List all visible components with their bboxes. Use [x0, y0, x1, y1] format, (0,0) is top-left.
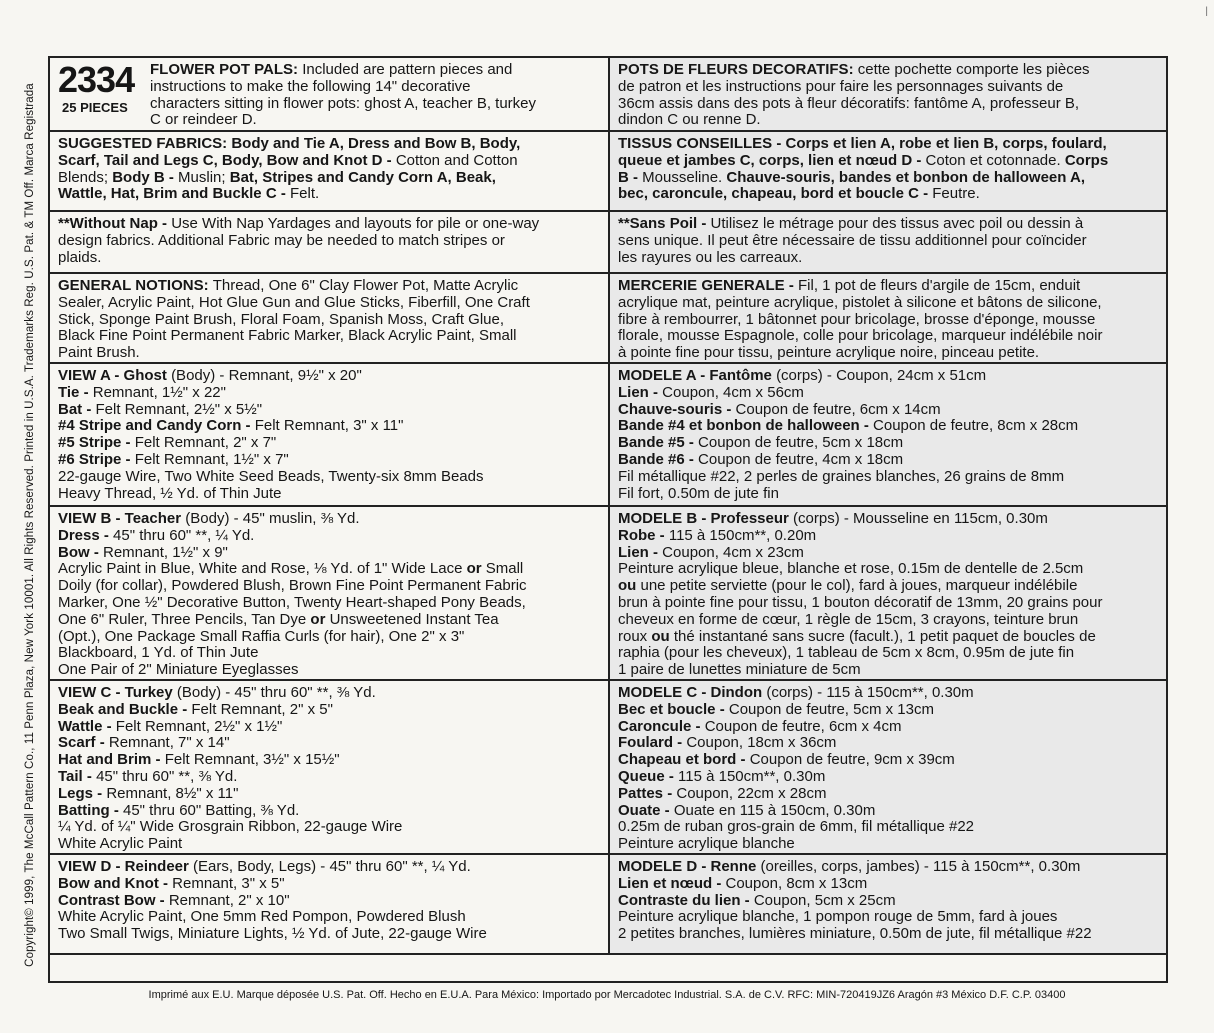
bold-segment: ou — [651, 627, 670, 645]
text-segment: 45" thru 60" **, ¼ Yd. — [113, 526, 255, 544]
text-segment: Coupon, 8cm x 13cm — [725, 874, 868, 892]
text-segment: Fil, 1 pot de fleurs d'argile de 15cm, enduit — [798, 277, 1081, 294]
bold-segment: MODELE B - Professeur — [618, 510, 794, 527]
pattern-number: 2334 — [58, 59, 135, 100]
text-segment: One 6" Ruler, Three Pencils, Tan Dye — [58, 610, 311, 628]
text-segment: Felt Remnant, 3½" x 15½" — [164, 751, 340, 769]
text-segment: C or reindeer D. — [150, 111, 257, 129]
text-line — [58, 876, 600, 893]
text-segment: (Body) - 45" thru 60" **, ⅜ Yd. — [176, 684, 376, 701]
text-segment: dindon C ou renne D. — [618, 111, 761, 129]
text-line — [58, 345, 600, 362]
text-line — [618, 926, 1158, 943]
bold-segment: or — [310, 610, 326, 628]
text-segment: Peinture acrylique bleue, blanche et rose, 0.15m de dentelle de 2.5cm — [618, 560, 1084, 578]
view-d-section-en — [50, 855, 608, 953]
text-line — [618, 368, 1158, 385]
bold-segment: Body B - — [112, 168, 179, 186]
text-line — [58, 435, 600, 452]
text-segment: characters sitting in flower pots: ghost A, teacher B, turkey — [150, 94, 537, 112]
text-segment: design fabrics. Additional Fabric may be needed to match stripes or — [58, 231, 505, 249]
text-line — [58, 702, 600, 719]
text-segment: White Acrylic Paint, One 5mm Red Pompon, Powdered Blush — [58, 908, 466, 926]
text-line — [150, 112, 600, 129]
bold-segment: Ouate - — [618, 801, 674, 819]
view-b-section-en — [50, 507, 608, 681]
text-line — [618, 685, 1158, 702]
bold-segment: Contraste du lien - — [618, 891, 754, 909]
text-segment: Fil fort, 0.50m de jute fin — [618, 484, 779, 502]
text-segment: Use With Nap Yardages and layouts for pile or one-way — [171, 215, 540, 232]
bold-segment: Scarf, Tail and Legs C, Body, Bow and Knot D - — [58, 151, 396, 169]
copyright-text: Copyright© 1999, The McCall Pattern Co., 11 Penn Plaza, New York 10001. All Rights Reserved. Printed in U.S.A. Trademarks Reg. U.S. Pat. & TM Off. Marca Registrada — [24, 83, 36, 967]
bold-segment: Pattes - — [618, 784, 677, 802]
text-segment: Unsweetened Instant Tea — [325, 610, 499, 628]
fabrics-section-fr — [610, 132, 1166, 212]
notions-section-fr — [610, 274, 1166, 364]
text-segment: 115 à 150cm**, 0.30m — [678, 767, 826, 785]
bold-segment: Contrast Bow - — [58, 891, 169, 909]
text-line — [618, 769, 1158, 786]
bold-segment: B - — [618, 168, 643, 186]
bold-segment: Bow and Knot - — [58, 874, 173, 892]
text-segment: 45" thru 60" **, ⅜ Yd. — [96, 767, 238, 785]
text-line — [58, 819, 600, 836]
text-line — [618, 486, 1158, 503]
bold-segment: #6 Stripe - — [58, 450, 135, 468]
text-segment: Coupon de feutre, 5cm x 18cm — [698, 434, 904, 452]
bold-segment: Tie - — [58, 383, 93, 401]
view-a-section-en — [50, 364, 608, 507]
bold-segment: queue et jambes C, corps, lien et nœud D - — [618, 151, 926, 169]
text-line — [618, 859, 1158, 876]
bold-segment: GENERAL NOTIONS: — [58, 277, 213, 294]
text-line — [58, 645, 600, 662]
text-line — [58, 511, 600, 528]
text-segment: Coupon, 4cm x 56cm — [662, 383, 804, 401]
bold-segment: Chauve-souris, bandes et bonbon de halloween A, — [726, 168, 1086, 186]
bold-segment: VIEW C - Turkey — [58, 684, 177, 701]
text-segment: Remnant, 1½" x 9" — [103, 543, 228, 561]
text-line — [58, 528, 600, 545]
text-line — [618, 186, 1158, 203]
text-segment: Coupon de feutre, 9cm x 39cm — [749, 751, 955, 769]
text-line — [58, 769, 600, 786]
text-line — [618, 250, 1158, 267]
text-line — [618, 295, 1158, 312]
view-c-section-fr — [610, 681, 1166, 855]
bold-segment: Chapeau et bord - — [618, 751, 750, 769]
text-line — [618, 216, 1158, 233]
text-line — [58, 859, 600, 876]
text-segment: acrylique mat, peinture acrylique, pistolet à silicone et bâtons de silicone, — [618, 293, 1102, 311]
text-segment: raphia (pour les cheveux), 1 tableau de 5cm x 8cm, 0.95m de jute fin — [618, 644, 1075, 662]
copyright-sidebar — [14, 60, 46, 990]
text-segment: Stick, Sponge Paint Brush, Floral Foam, Spanish Moss, Craft Glue, — [58, 310, 505, 328]
text-segment: Felt. — [289, 185, 320, 203]
text-segment: Coupon, 4cm x 23cm — [662, 543, 804, 561]
bold-segment: VIEW A - Ghost — [58, 367, 172, 384]
text-segment: Sealer, Acrylic Paint, Hot Glue Gun and Glue Sticks, Fiberfill, One Craft — [58, 293, 530, 311]
bold-segment: Bande #5 - — [618, 434, 699, 452]
text-line — [618, 645, 1158, 662]
text-line — [618, 278, 1158, 295]
bold-segment: Chauve-souris - — [618, 400, 736, 418]
text-line — [618, 312, 1158, 329]
text-segment: Coupon, 22cm x 28cm — [676, 784, 827, 802]
text-segment: Felt Remnant, 2" x 5" — [191, 700, 333, 718]
text-segment: Coupon de feutre, 5cm x 13cm — [728, 700, 934, 718]
bold-segment: Foulard - — [618, 734, 687, 752]
text-line — [58, 561, 600, 578]
text-segment: instructions to make the following 14" decorative — [150, 77, 471, 95]
text-line — [618, 452, 1158, 469]
text-line — [58, 469, 600, 486]
text-line — [618, 578, 1158, 595]
text-line — [58, 233, 600, 250]
text-line — [58, 752, 600, 769]
text-segment: Fil métallique #22, 2 perles de graines blanches, 26 grains de 8mm — [618, 467, 1065, 485]
text-line — [58, 836, 600, 853]
pattern-info-sheet — [48, 56, 1168, 983]
bold-segment: Lien - — [618, 543, 663, 561]
text-line — [618, 836, 1158, 853]
text-line — [58, 328, 600, 345]
view-a-section-fr — [610, 364, 1166, 507]
text-segment: Remnant, 8½" x 11" — [106, 784, 239, 802]
text-line — [618, 752, 1158, 769]
text-line — [58, 312, 600, 329]
text-segment: Muslin; — [178, 168, 230, 186]
text-segment: (Opt.), One Package Small Raffia Curls (for hair), One 2" x 3" — [58, 627, 465, 645]
text-segment: cheveux en forme de cœur, 1 règle de 15cm, 3 crayons, teinture brun — [618, 610, 1079, 628]
bold-segment: TISSUS CONSEILLES - Corps et lien A, robe et lien B, corps, foulard, — [618, 135, 1107, 152]
text-line — [618, 719, 1158, 736]
text-line — [58, 662, 600, 679]
bold-segment: Legs - — [58, 784, 107, 802]
text-line — [618, 345, 1158, 362]
intro-text-en — [150, 62, 600, 129]
text-line — [618, 62, 1158, 79]
bold-segment: MODELE D - Renne — [618, 858, 761, 875]
text-segment: Felt Remnant, 2½" x 5½" — [95, 400, 263, 418]
text-segment: Feutre. — [932, 185, 980, 203]
corner-mark: | — [1205, 6, 1208, 17]
text-segment: Coton et cotonnade. — [925, 151, 1065, 169]
text-line — [58, 612, 600, 629]
bold-segment: VIEW D - Reindeer — [58, 858, 194, 875]
text-line — [618, 511, 1158, 528]
text-segment: roux — [618, 627, 652, 645]
text-line — [618, 803, 1158, 820]
text-segment: à pointe fine pour tissu, peinture acrylique noire, pinceau petite. — [618, 344, 1040, 362]
bold-segment: Scarf - — [58, 734, 109, 752]
bold-segment: Caroncule - — [618, 717, 705, 735]
text-line — [618, 612, 1158, 629]
text-segment: Thread, One 6" Clay Flower Pot, Matte Acrylic — [212, 277, 519, 294]
text-line — [58, 719, 600, 736]
text-line — [58, 250, 600, 267]
text-line — [618, 876, 1158, 893]
text-segment: florale, mousse Espagnole, colle pour bricolage, marqueur indélébile noir — [618, 327, 1103, 345]
text-line — [58, 153, 600, 170]
text-line — [58, 216, 600, 233]
text-line — [58, 186, 600, 203]
text-line — [58, 278, 600, 295]
text-line — [58, 926, 600, 943]
text-line — [618, 385, 1158, 402]
text-segment: (oreilles, corps, jambes) - 115 à 150cm**, 0.30m — [760, 858, 1081, 875]
text-segment: de patron et les instructions pour faire les personnages suivants de — [618, 77, 1064, 95]
bold-segment: Bat - — [58, 400, 96, 418]
text-line — [618, 786, 1158, 803]
text-segment: ¼ Yd. of ¼" Wide Grosgrain Ribbon, 22-gauge Wire — [58, 818, 403, 836]
text-line — [618, 702, 1158, 719]
nap-section-fr — [610, 212, 1166, 274]
view-b-section-fr — [610, 507, 1166, 681]
text-segment: brun à pointe fine pour tissu, 1 bouton décoratif de 13mm, 20 grains pour — [618, 593, 1103, 611]
intro-section-fr — [610, 58, 1166, 132]
text-segment: 22-gauge Wire, Two White Seed Beads, Twenty-six 8mm Beads — [58, 467, 484, 485]
text-line — [618, 528, 1158, 545]
text-segment: Black Fine Point Permanent Fabric Marker, Black Acrylic Paint, Small — [58, 327, 517, 345]
text-segment: Peinture acrylique blanche — [618, 835, 795, 853]
text-line — [618, 170, 1158, 187]
text-segment: cette pochette comporte les pièces — [857, 61, 1090, 78]
text-line — [618, 545, 1158, 562]
view-d-section-fr — [610, 855, 1166, 953]
text-segment: Utilisez le métrage pour des tissus avec poil ou dessin à — [710, 215, 1084, 232]
text-line — [618, 136, 1158, 153]
text-segment: Coupon de feutre, 4cm x 18cm — [698, 450, 904, 468]
text-segment: Felt Remnant, 2" x 7" — [134, 434, 277, 452]
text-line — [618, 96, 1158, 113]
text-segment: (corps) - 115 à 150cm**, 0.30m — [766, 684, 974, 701]
text-line — [618, 435, 1158, 452]
bold-segment: Batting - — [58, 801, 123, 819]
blank-strip — [50, 953, 1166, 983]
text-segment: Heavy Thread, ½ Yd. of Thin Jute — [58, 484, 282, 502]
text-line — [618, 79, 1158, 96]
text-segment: Peinture acrylique blanche, 1 pompon rouge de 5mm, fard à joues — [618, 908, 1058, 926]
text-segment: 2 petites branches, lumières miniature, 0.50m de jute, fil métallique #22 — [618, 925, 1092, 943]
bold-segment: Bow - — [58, 543, 103, 561]
text-line — [58, 402, 600, 419]
text-line — [618, 328, 1158, 345]
text-segment: Coupon de feutre, 6cm x 4cm — [704, 717, 902, 735]
text-line — [618, 909, 1158, 926]
bold-segment: **Without Nap - — [58, 215, 172, 232]
text-segment: Acrylic Paint in Blue, White and Rose, ⅛ Yd. of 1" Wide Lace — [58, 560, 467, 578]
text-line — [150, 79, 600, 96]
notions-section-en — [50, 274, 608, 364]
text-segment: Remnant, 3" x 5" — [172, 874, 285, 892]
text-segment: fibre à rembourrer, 1 bâtonnet pour bricolage, brosse d'éponge, mousse — [618, 310, 1096, 328]
text-segment: Small — [481, 560, 524, 578]
bold-segment: SUGGESTED FABRICS: Body and Tie A, Dress and Bow B, Body, — [58, 135, 521, 152]
text-line — [618, 233, 1158, 250]
bold-segment: FLOWER POT PALS: — [150, 61, 303, 78]
text-segment: Blends; — [58, 168, 113, 186]
bold-segment: MERCERIE GENERALE - — [618, 277, 799, 294]
text-line — [618, 402, 1158, 419]
text-line — [58, 685, 600, 702]
text-segment: 1 paire de lunettes miniature de 5cm — [618, 661, 861, 679]
text-segment: Blackboard, 1 Yd. of Thin Jute — [58, 644, 259, 662]
text-line — [150, 96, 600, 113]
bold-segment: POTS DE FLEURS DECORATIFS: — [618, 61, 858, 78]
text-line — [58, 595, 600, 612]
text-segment: Cotton and Cotton — [395, 151, 518, 169]
bold-segment: **Sans Poil - — [618, 215, 711, 232]
text-segment: Ouate en 115 à 150cm, 0.30m — [673, 801, 876, 819]
text-segment: Felt Remnant, 3" x 11" — [254, 417, 404, 435]
text-segment: sens unique. Il peut être nécessaire de tissu additionnel pour coïncider — [618, 231, 1087, 249]
text-line — [618, 662, 1158, 679]
text-segment: Coupon, 18cm x 36cm — [686, 734, 837, 752]
text-segment: Remnant, 1½" x 22" — [92, 383, 226, 401]
fabrics-section-en — [50, 132, 608, 212]
text-segment: 0.25m de ruban gros-grain de 6mm, fil métallique #22 — [618, 818, 975, 836]
text-segment: Included are pattern pieces and — [302, 61, 513, 78]
text-segment: (corps) - Mousseline en 115cm, 0.30m — [793, 510, 1048, 527]
text-segment: (Body) - 45" muslin, ⅜ Yd. — [185, 510, 360, 527]
text-line — [58, 295, 600, 312]
text-segment: (corps) - Coupon, 24cm x 51cm — [776, 367, 987, 384]
text-segment: Mousseline. — [642, 168, 727, 186]
text-segment: White Acrylic Paint — [58, 835, 183, 853]
bold-segment: Bande #6 - — [618, 450, 699, 468]
text-line — [58, 545, 600, 562]
bold-segment: ou — [618, 577, 637, 595]
bold-segment: Beak and Buckle - — [58, 700, 192, 718]
bold-segment: Wattle, Hat, Brim and Buckle C - — [58, 185, 290, 203]
french-column — [610, 58, 1166, 953]
text-line — [58, 803, 600, 820]
text-segment: Remnant, 7" x 14" — [108, 734, 230, 752]
bold-segment: MODELE C - Dindon — [618, 684, 767, 701]
text-line — [618, 469, 1158, 486]
text-line — [618, 735, 1158, 752]
bold-segment: Bat, Stripes and Candy Corn A, Beak, — [229, 168, 496, 186]
text-segment: (Body) - Remnant, 9½" x 20" — [171, 367, 362, 384]
text-line — [58, 578, 600, 595]
text-line — [618, 819, 1158, 836]
text-segment: Remnant, 2" x 10" — [168, 891, 290, 909]
bold-segment: VIEW B - Teacher — [58, 510, 186, 527]
text-segment: une petite serviette (pour le col), fard à joues, marqueur indélébile — [636, 577, 1078, 595]
bold-segment: #5 Stripe - — [58, 434, 135, 452]
text-segment: 36cm assis dans des pots à fleur décoratifs: fantôme A, professeur B, — [618, 94, 1080, 112]
text-line — [618, 418, 1158, 435]
view-c-section-en — [50, 681, 608, 855]
bold-segment: #4 Stripe and Candy Corn - — [58, 417, 255, 435]
text-line — [618, 893, 1158, 910]
text-segment: Paint Brush. — [58, 344, 140, 362]
bold-segment: Bande #4 et bonbon de halloween - — [618, 417, 874, 435]
text-line — [58, 385, 600, 402]
text-line — [58, 909, 600, 926]
text-line — [58, 452, 600, 469]
import-footer: Imprimé aux E.U. Marque déposée U.S. Pat. Off. Hecho en E.U.A. Para México: Importado por Mercadotec Industrial. S.A. de C.V. RFC: MIN-720419JZ6 Aragón #3 México D.F. C.P. 03400 — [148, 989, 1066, 1001]
bold-segment: Wattle - — [58, 717, 116, 735]
nap-section-en — [50, 212, 608, 274]
text-segment: les rayures ou les carreaux. — [618, 248, 803, 266]
bold-segment: Dress - — [58, 526, 114, 544]
text-line — [150, 62, 600, 79]
piece-count: 25 PIECES — [62, 100, 128, 115]
text-segment: Felt Remnant, 1½" x 7" — [134, 450, 289, 468]
text-segment: Coupon de feutre, 8cm x 28cm — [873, 417, 1079, 435]
bold-segment: Robe - — [618, 526, 669, 544]
text-line — [58, 893, 600, 910]
bold-segment: Hat and Brim - — [58, 751, 165, 769]
text-segment: Felt Remnant, 2½" x 1½" — [115, 717, 283, 735]
text-segment: Two Small Twigs, Miniature Lights, ½ Yd. of Jute, 22-gauge Wire — [58, 925, 487, 943]
text-segment: Doily (for collar), Powdered Blush, Brown Fine Point Permanent Fabric — [58, 577, 527, 595]
bold-segment: Corps — [1064, 151, 1109, 169]
text-line — [58, 486, 600, 503]
text-segment: (Ears, Body, Legs) - 45" thru 60" **, ¼ Yd. — [193, 858, 471, 875]
text-line — [618, 629, 1158, 646]
bold-segment: MODELE A - Fantôme — [618, 367, 777, 384]
text-line — [58, 418, 600, 435]
text-segment: plaids. — [58, 248, 102, 266]
text-segment: Coupon de feutre, 6cm x 14cm — [735, 400, 941, 418]
bold-segment: or — [466, 560, 482, 578]
text-line — [58, 735, 600, 752]
intro-section-en — [50, 58, 608, 132]
text-segment: Marker, One ½" Decorative Button, Twenty Heart-shaped Pony Beads, — [58, 593, 526, 611]
bold-segment: bec, caroncule, chapeau, bord et boucle C - — [618, 185, 933, 203]
text-line — [58, 629, 600, 646]
english-column — [50, 58, 610, 953]
text-line — [618, 561, 1158, 578]
text-line — [618, 153, 1158, 170]
text-line — [58, 170, 600, 187]
text-line — [58, 786, 600, 803]
bold-segment: Tail - — [58, 767, 97, 785]
text-segment: One Pair of 2" Miniature Eyeglasses — [58, 661, 299, 679]
bold-segment: Lien - — [618, 383, 663, 401]
bold-segment: Lien et nœud - — [618, 874, 726, 892]
text-line — [618, 595, 1158, 612]
text-segment: Coupon, 5cm x 25cm — [753, 891, 896, 909]
bold-segment: Queue - — [618, 767, 679, 785]
text-segment: 45" thru 60" Batting, ⅜ Yd. — [123, 801, 300, 819]
text-line — [58, 136, 600, 153]
text-line — [58, 368, 600, 385]
text-segment: 115 à 150cm**, 0.20m — [668, 526, 817, 544]
bold-segment: Bec et boucle - — [618, 700, 729, 718]
text-segment: thé instantané sans sucre (facult.), 1 petit paquet de boucles de — [669, 627, 1096, 645]
text-line — [618, 112, 1158, 129]
